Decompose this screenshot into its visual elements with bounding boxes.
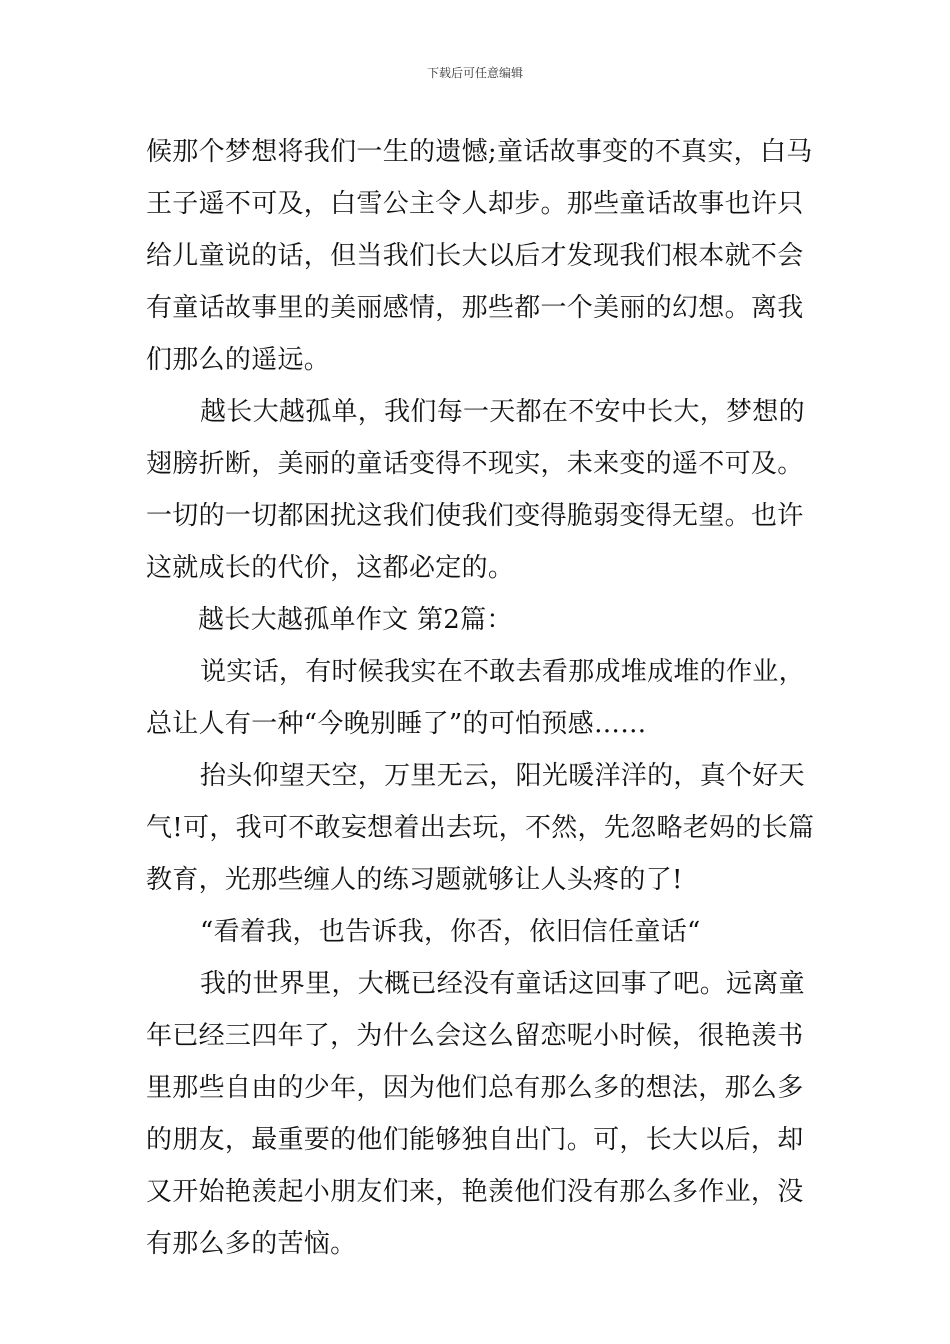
page-header: 下载后可任意编辑 bbox=[426, 66, 523, 80]
text-line: 一切的一切都困扰这我们使我们变得脆弱变得无望。也许 bbox=[146, 501, 804, 531]
paragraph-start: 说实话，有时候我实在不敢去看那成堆成堆的作业， bbox=[200, 657, 805, 687]
section-title: 越长大越孤单作文 第2篇： bbox=[198, 605, 513, 635]
text-line: 有童话故事里的美丽感情，那些都一个美丽的幻想。离我 bbox=[146, 293, 804, 323]
paragraph-start: “看着我，也告诉我，你否，依旧信任童话“ bbox=[200, 917, 701, 947]
text-line: 有那么多的苦恼。 bbox=[146, 1229, 357, 1259]
text-line: 的朋友，最重要的他们能够独自出门。可，长大以后，却 bbox=[146, 1125, 804, 1155]
text-line: 候那个梦想将我们一生的遗憾;童话故事变的不真实，白马 bbox=[146, 137, 813, 167]
text-line: 王子遥不可及，白雪公主令人却步。那些童话故事也许只 bbox=[146, 189, 804, 219]
text-line: 教育，光那些缠人的练习题就够让人头疼的了! bbox=[146, 865, 683, 895]
text-line: 里那些自由的少年，因为他们总有那么多的想法，那么多 bbox=[146, 1073, 804, 1103]
text-line: 这就成长的代价，这都必定的。 bbox=[146, 553, 515, 583]
paragraph-start: 越长大越孤单，我们每一天都在不安中长大，梦想的 bbox=[200, 397, 805, 427]
text-line: 们那么的遥远。 bbox=[146, 345, 331, 375]
text-line: 翅膀折断，美丽的童话变得不现实，未来变的遥不可及。 bbox=[146, 449, 804, 479]
text-line: 气!可，我可不敢妄想着出去玩，不然，先忽略老妈的长篇 bbox=[146, 813, 815, 843]
paragraph-start: 抬头仰望天空，万里无云，阳光暖洋洋的，真个好天 bbox=[200, 761, 805, 791]
text-line: 给儿童说的话，但当我们长大以后才发现我们根本就不会 bbox=[146, 241, 804, 271]
text-line: 年已经三四年了，为什么会这么留恋呢小时候，很艳羡书 bbox=[146, 1021, 804, 1051]
document-body bbox=[146, 126, 815, 1270]
text-line: 总让人有一种“今晚别睡了”的可怕预感…… bbox=[146, 709, 647, 739]
text-line: 又开始艳羡起小朋友们来，艳羡他们没有那么多作业，没 bbox=[146, 1177, 804, 1207]
paragraph-start: 我的世界里，大概已经没有童话这回事了吧。远离童 bbox=[200, 969, 805, 999]
